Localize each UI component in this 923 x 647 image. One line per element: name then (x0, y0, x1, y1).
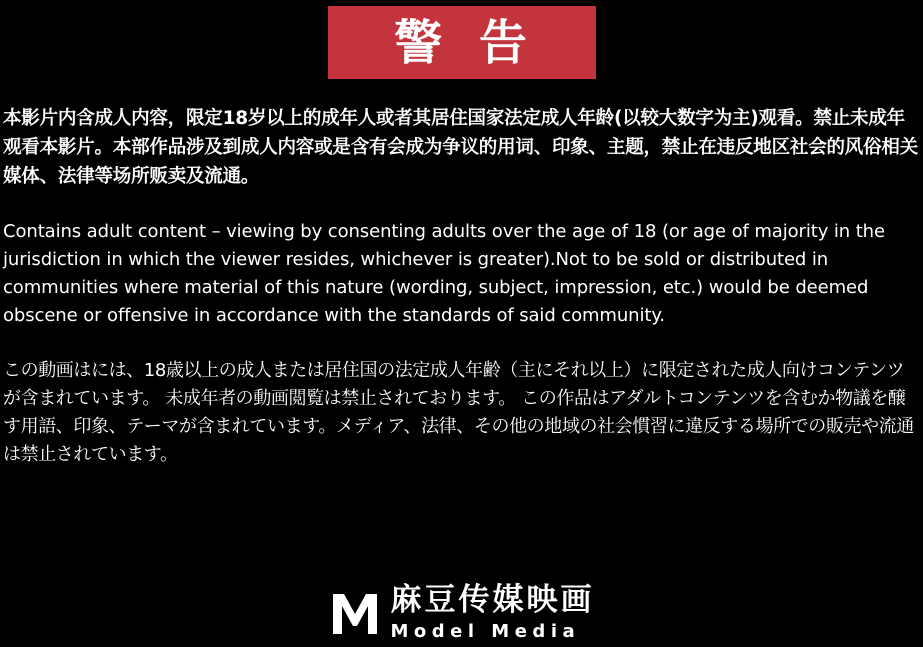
model-media-m-logo-icon (329, 588, 381, 638)
notice-text-japanese: この動画はには、18歳以上の成人または居住国の法定成人年齢（主にそれ以上）に限定された成人向けコンテンツが含まれています。 未成年者の動画閲覧は禁止されております。 この作品はアダルトコンテンツを含むか物議を醸す用語、印象、テーマが含まれています。メディア、法律、その他の地域の社会慣習に違反する場所での販売や流通は禁止されています。 (3, 360, 914, 465)
notice-text-chinese: 本影片内含成人内容，限定18岁以上的成年人或者其居住国家法定成人年龄(以较大数字为主)观看。禁止未成年观看本影片。本部作品涉及到成人内容或是含有会成为争议的用词、印象、主题，禁止在违反地区社会的风俗相关媒体、法律等场所贩卖及流通。 (3, 108, 919, 187)
warning-banner-container (0, 6, 923, 79)
brand-name-english: Model Media (390, 621, 581, 642)
brand-logo-wordmark (390, 582, 595, 642)
brand-logo (0, 582, 923, 642)
notice-content (0, 104, 923, 469)
warning-banner-label: 警 告 (394, 14, 537, 71)
brand-name-chinese: 麻豆传媒映画 (390, 582, 595, 618)
notice-text-english: Contains adult content – viewing by consenting adults over the age of 18 (or age of majority in the jurisdiction in which the viewer resides, whichever is greater).Not to be sold or distributed in communities where material of this nature (wording, subject, impression, etc.) would be deemed obscene or offensive in accordance with the standards of said community. (3, 221, 885, 326)
warning-banner (328, 6, 596, 79)
